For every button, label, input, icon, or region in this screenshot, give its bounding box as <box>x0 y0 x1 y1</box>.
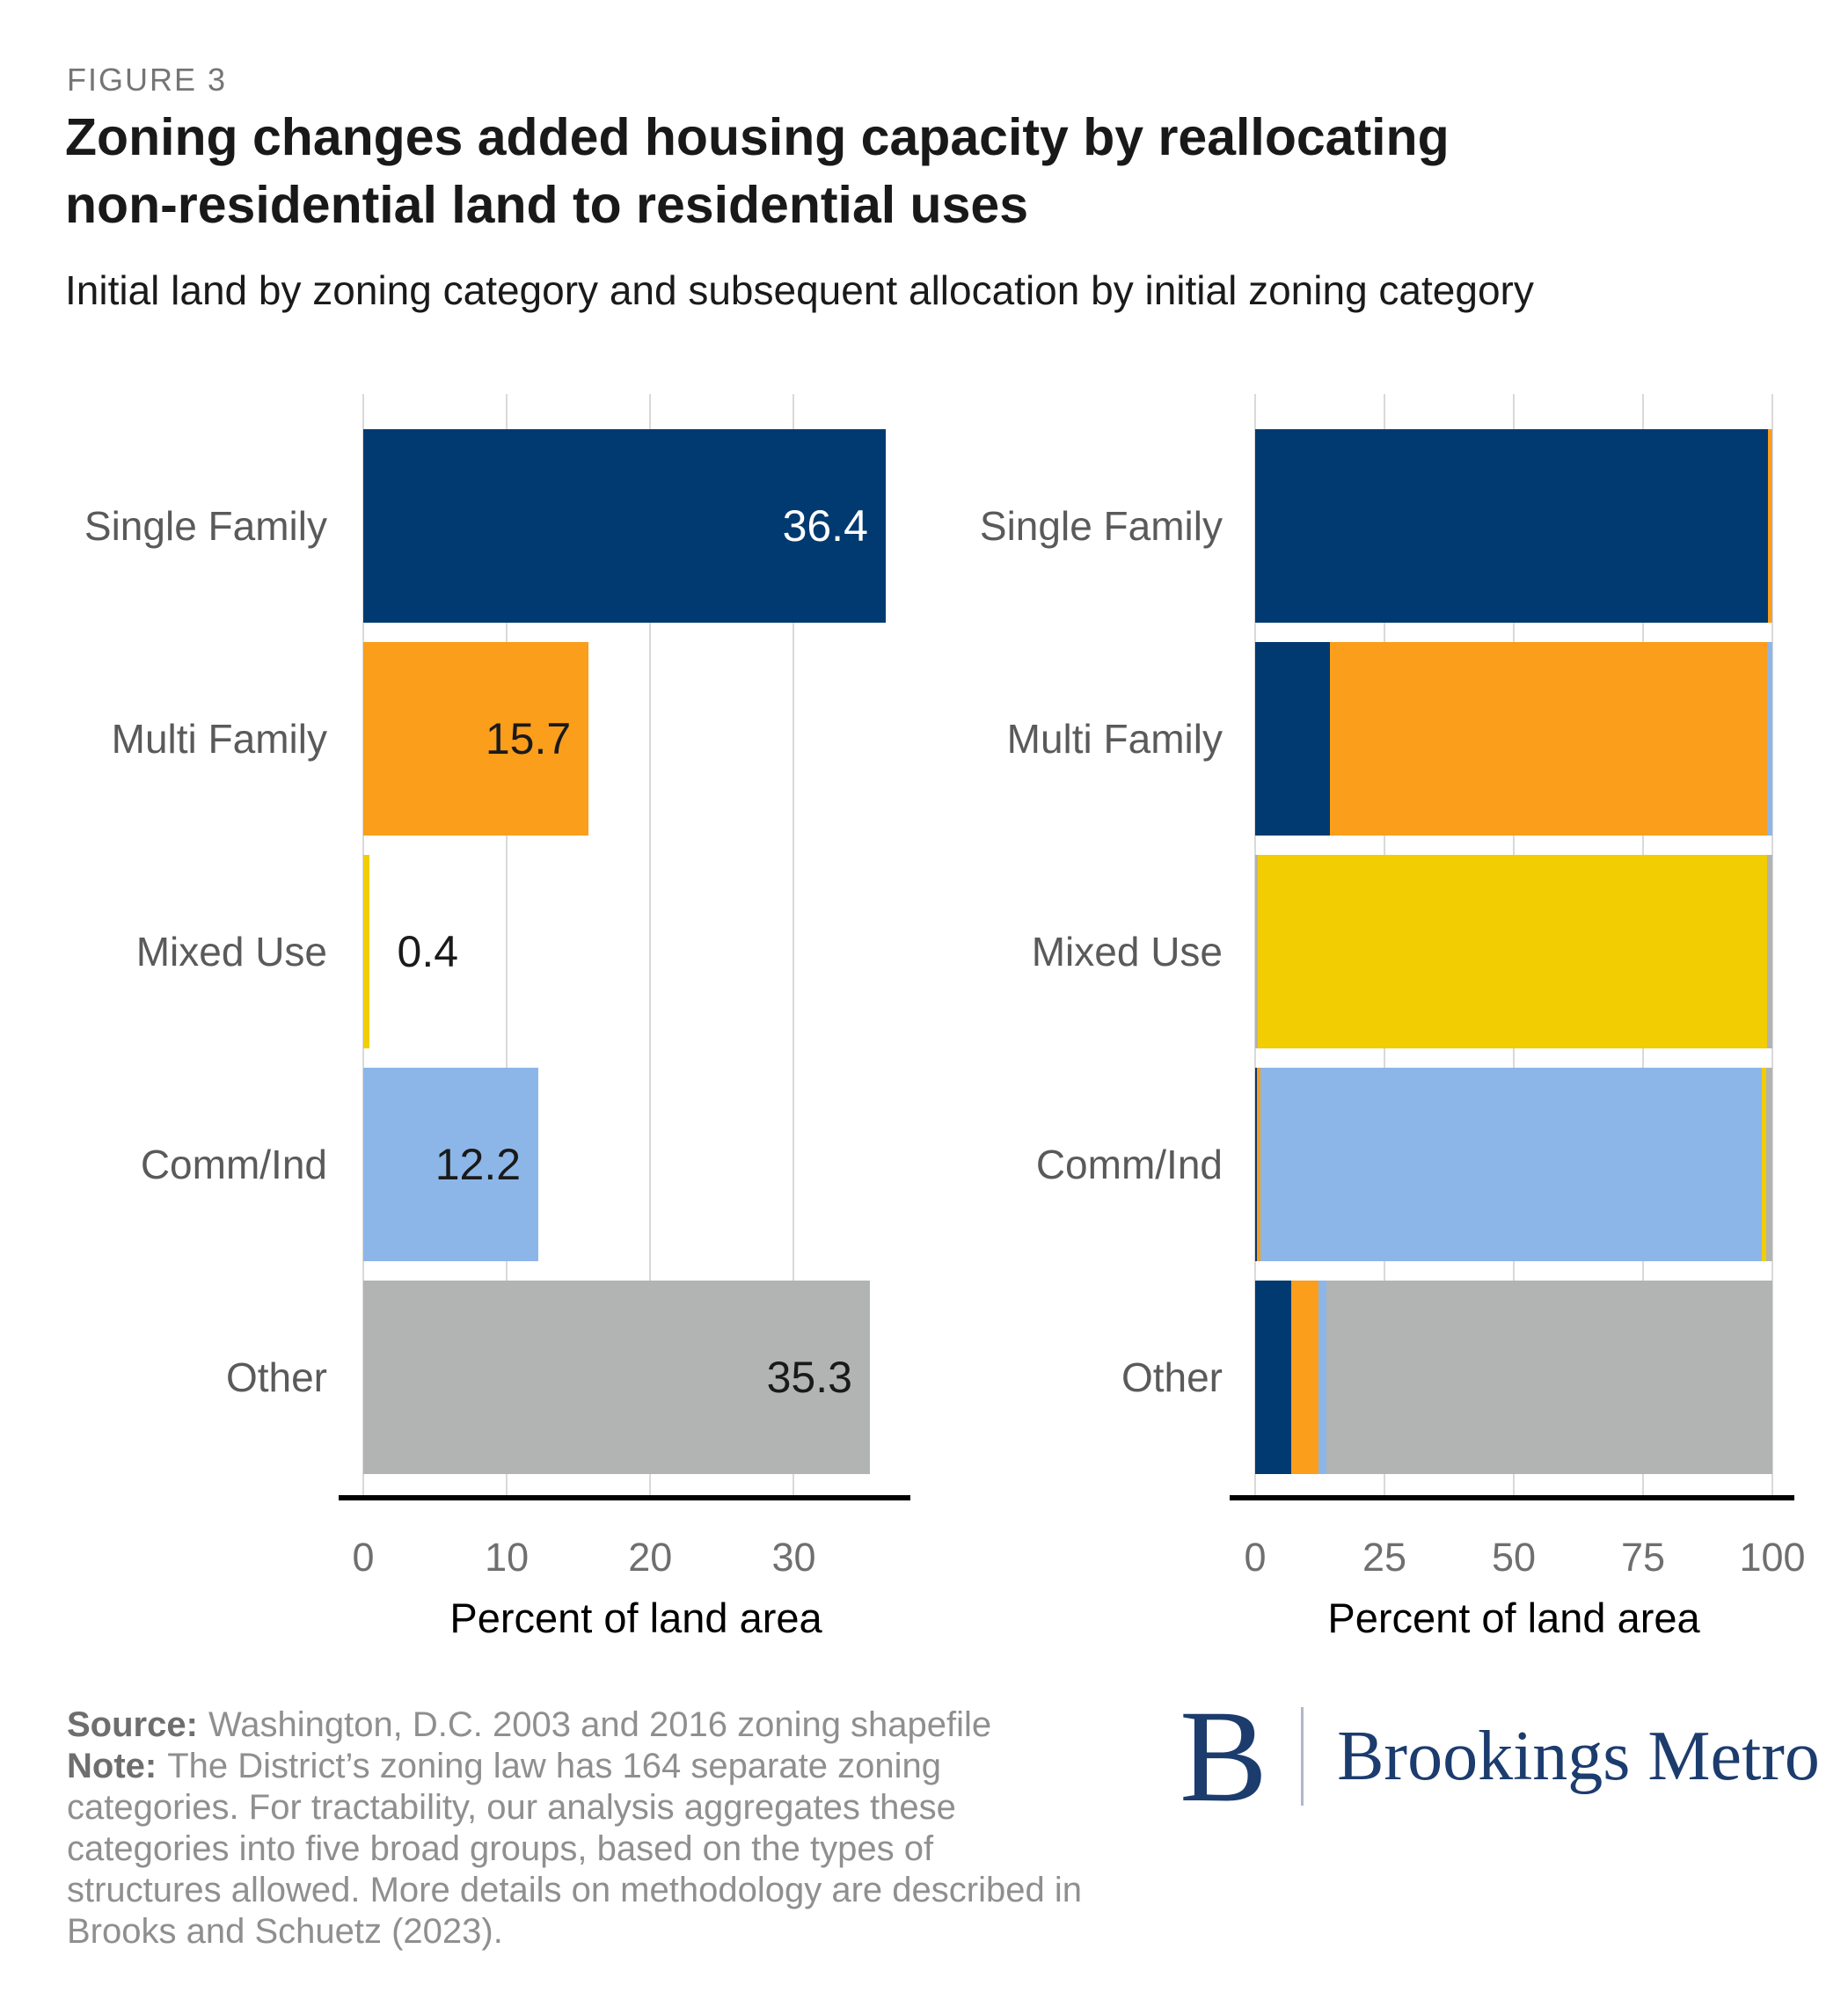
category-label-single-family: Single Family <box>979 503 1223 549</box>
category-label-single-family: Single Family <box>84 503 327 549</box>
bar-value-label: 0.4 <box>397 927 459 976</box>
figure-title-line2: non-residential land to residential uses <box>65 176 1029 234</box>
segment-orange <box>1291 1281 1318 1474</box>
category-label-other: Other <box>225 1354 327 1400</box>
bar-single-family <box>363 429 886 623</box>
note-label: Note: <box>67 1747 157 1785</box>
source-line <box>67 1704 1114 1746</box>
x-tick-label: 100 <box>1739 1535 1806 1580</box>
bar-multi-family <box>363 642 588 836</box>
bar-mixed-use <box>363 855 369 1048</box>
segment-yellow <box>1258 855 1767 1048</box>
note-text: The District’s zoning law has 164 separate zoning <box>167 1747 941 1785</box>
stacked-bar-other <box>1255 1281 1772 1474</box>
bar-row-other <box>363 1281 909 1474</box>
bar-other <box>363 1281 870 1474</box>
figure-title <box>65 104 1450 239</box>
segment-navy <box>1255 429 1768 623</box>
bar-row-multi-family <box>363 642 909 836</box>
source-text: Washington, D.C. 2003 and 2016 zoning shapefile <box>208 1705 992 1744</box>
x-tick-label: 30 <box>771 1535 816 1580</box>
bar-row-mixed-use <box>363 855 909 1048</box>
x-tick-label: 20 <box>628 1535 673 1580</box>
figure-subtitle: Initial land by zoning category and subsequent allocation by initial zoning category <box>65 267 1534 313</box>
note-line: categories into five broad groups, based on the types of <box>67 1829 934 1868</box>
category-label-multi-family: Multi Family <box>111 716 327 762</box>
logo-divider <box>1301 1707 1304 1806</box>
segment-navy <box>1255 1281 1291 1474</box>
note-line <box>67 1746 1114 1787</box>
brookings-metro-wordmark: Brookings Metro <box>1337 1717 1820 1795</box>
bar-value-label: 12.2 <box>435 1140 522 1189</box>
category-label-mixed-use: Mixed Use <box>1031 929 1223 974</box>
stacked-bar-comm-ind <box>1255 1068 1772 1261</box>
plot-area <box>1255 394 1772 1495</box>
segment-lightblue <box>1260 1068 1762 1261</box>
category-label-other: Other <box>1121 1354 1223 1400</box>
segment-lightblue <box>1767 642 1772 836</box>
source-label: Source: <box>67 1705 198 1744</box>
plot-area <box>363 394 909 1495</box>
bar-comm-ind <box>363 1068 538 1261</box>
bar-value-label: 35.3 <box>766 1353 852 1402</box>
bar-value-label: 15.7 <box>485 714 572 763</box>
segment-gray <box>1326 1281 1772 1474</box>
segment-lightblue <box>1318 1281 1326 1474</box>
stacked-bar-multi-family <box>1255 642 1772 836</box>
stacked-bar-mixed-use <box>1255 855 1772 1048</box>
source-note-block <box>67 1704 1114 1953</box>
brookings-b-logo-icon: B <box>1180 1683 1268 1829</box>
x-axis-line <box>339 1495 910 1500</box>
segment-gray <box>1766 1068 1772 1261</box>
segment-orange <box>1330 642 1767 836</box>
figure-label: FIGURE 3 <box>67 62 228 98</box>
category-label-comm-ind: Comm/Ind <box>140 1142 327 1187</box>
note-line: structures allowed. More details on methodology are described in <box>67 1871 1082 1909</box>
bar-row-single-family <box>363 429 909 623</box>
category-labels <box>0 429 327 1493</box>
bars <box>363 429 909 1493</box>
x-tick-label: 50 <box>1491 1535 1537 1580</box>
x-tick-label: 75 <box>1620 1535 1666 1580</box>
bar-row-comm-ind <box>363 1068 909 1261</box>
category-label-mixed-use: Mixed Use <box>135 929 327 974</box>
segment-navy <box>1255 642 1330 836</box>
x-ticks <box>352 1535 909 1588</box>
x-axis-line <box>1230 1495 1794 1500</box>
x-tick-label: 0 <box>1244 1535 1267 1580</box>
x-axis-label: Percent of land area <box>1327 1595 1700 1641</box>
stacked-bar-single-family <box>1255 429 1772 623</box>
x-tick-label: 25 <box>1362 1535 1407 1580</box>
note-line: Brooks and Schuetz (2023). <box>67 1912 503 1951</box>
x-ticks <box>1244 1535 1806 1588</box>
x-tick-label: 10 <box>485 1535 530 1580</box>
x-tick-label: 0 <box>352 1535 375 1580</box>
bars <box>1255 429 1772 1493</box>
category-label-comm-ind: Comm/Ind <box>1035 1142 1223 1187</box>
x-axis-label: Percent of land area <box>449 1595 822 1641</box>
note-line: categories. For tractability, our analysis aggregates these <box>67 1788 956 1827</box>
segment-gray <box>1767 855 1772 1048</box>
bar-value-label: 36.4 <box>782 501 868 551</box>
segment-gray <box>1771 429 1772 623</box>
brookings-metro-logo <box>1180 1683 1820 1829</box>
figure-title-line1: Zoning changes added housing capacity by reallocating <box>65 108 1450 166</box>
category-label-multi-family: Multi Family <box>1006 716 1223 762</box>
category-labels <box>897 429 1223 1493</box>
